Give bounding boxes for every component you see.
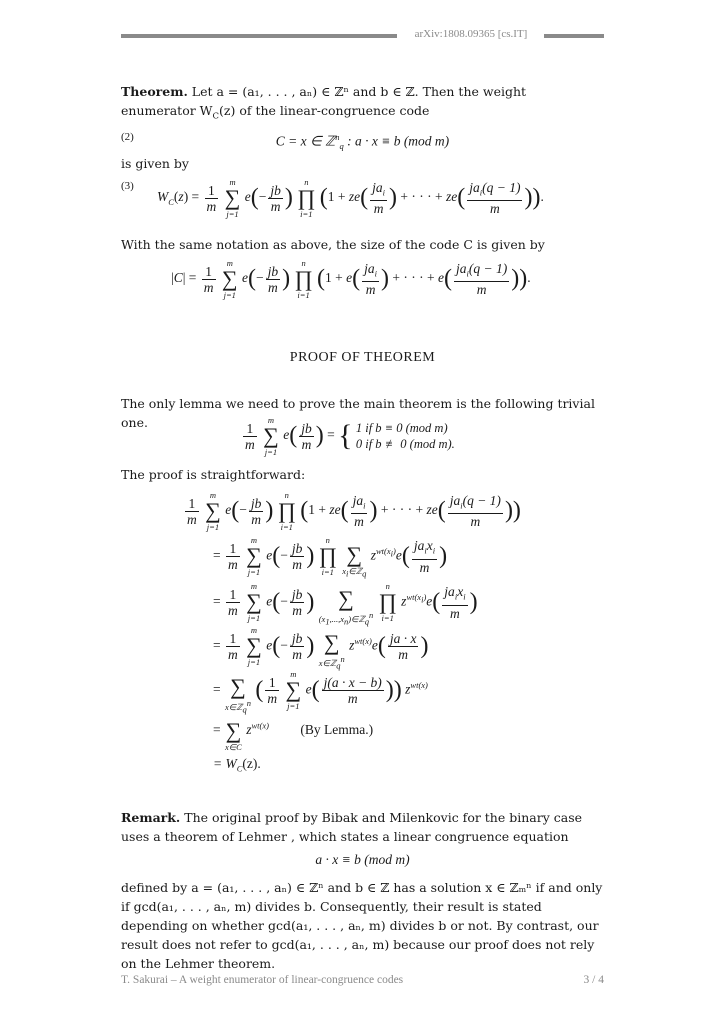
remark-equation: a · x ≡ b (mod m) (315, 852, 410, 867)
remark-paragraph-1 (121, 808, 604, 846)
proof-derivation (121, 490, 604, 778)
page-footer (121, 974, 604, 986)
remark-label: Remark. (121, 810, 181, 825)
derivation-line-6: = ∑ x∈C $z^{wt(x)}$ (By Lemma.) (213, 718, 374, 752)
proof-section-title: PROOF OF THEOREM (289, 350, 436, 365)
final-result-tail: (z). (242, 756, 261, 771)
final-result: = W (213, 756, 237, 771)
equation-2 (121, 128, 604, 154)
theorem-intro-sub: C (212, 111, 220, 122)
theorem-label: Theorem. (121, 84, 188, 99)
arxiv-id: arXiv:1808.09365 [cs.IT] (414, 28, 528, 40)
equation-3: (3) $W_C(z)$ = $\frac{1}{m}$ m ∑ j=1 e(− $\frac{jb}{m}$ ) n ∏ i=1 (1 + ze( $\frac{ja_i}{m}$ ) + · · · + ze( $\frac{ja_i(q - 1)}{m}$ )). (121, 177, 544, 219)
lemma-equation: $\frac{1}{m}$ m ∑ j=1 e( $\frac{jb}{m}$ ) = { 1 if b ≡ 0 (mod m) 0 if b ≢ 0 (mod m). (245, 415, 455, 457)
derivation-line-7 (183, 754, 604, 778)
theorem-statement (121, 82, 604, 120)
footer-title: T. Sakurai – A weight enumerator of linear-congruence codes (121, 974, 404, 986)
remark-paragraph-2: defined by a = (a₁, . . . , aₙ) ∈ ℤⁿ and b ∈ ℤ has a solution x ∈ ℤₘⁿ if and only if gcd(a₁, . . . , aₙ, m) divides b. Consequently, their result is stated depending on whether gcd(a₁, . . . , aₙ, m) divides b or not. By contrast, our result does not refer to gcd(a₁, . . . , aₙ, m) because our proof does not rely on the Lehmer theorem. (121, 880, 603, 971)
final-result-sub: C (236, 763, 243, 774)
theorem-intro-tail: (z) of the linear-congruence code (219, 103, 430, 118)
derivation-line-1: $\frac{1}{m}$ m ∑ j=1 e(− $\frac{jb}{m}$ ) n ∏ i=1 (1 + ze( $\frac{ja_i}{m}$ ) + · · · + ze( $\frac{ja_i(q - 1)}{m}$ )) (187, 490, 521, 532)
theorem-intro: Let a = (a₁, . . . , aₙ) ∈ ℤⁿ and b ∈ ℤ. Then the weight enumerator W (121, 84, 527, 118)
lemma-case-2: 0 if b ≢ 0 (mod m). (355, 437, 455, 451)
header-rule-left (121, 34, 397, 38)
derivation-line-2: = $\frac{1}{m}$ m ∑ j=1 e(− $\frac{jb}{m}$ ) n ∏ i=1 ∑ $x_i\in ℤ_q$ $z^{wt(x_i)}e$( $\frac{ja_ix_i}{m}$ ) (213, 535, 448, 579)
equation-2-sup: n (335, 132, 340, 142)
same-notation-text: With the same notation as above, the size of the code C is given by (121, 237, 545, 252)
lemma-case-1: 1 if b ≡ 0 (mod m) (355, 421, 448, 435)
straightforward-text: The proof is straightforward: (121, 467, 306, 482)
remark-text-1: The original proof by Bibak and Milenkovic for the binary case uses a theorem of Lehmer , which states a linear congruence equation (121, 810, 583, 844)
equation-3-number: (3) (121, 180, 134, 192)
equation-size: |C| = $\frac{1}{m}$ m ∑ j=1 e(− $\frac{jb}{m}$ ) n ∏ i=1 (1 + e( $\frac{ja_i}{m}$ ) + · · · + e( $\frac{ja_i(q - 1)}{m}$ )). (171, 258, 531, 300)
lemma-intro-text: The only lemma we need to prove the main theorem is the following trivial one. (121, 396, 595, 430)
page-header (121, 28, 604, 46)
given-by-text: is given by (121, 156, 189, 171)
equation-2-number: (2) (121, 131, 134, 143)
equation-2-sub: q (339, 141, 344, 152)
equation-2-body: C = x ∈ ℤ (275, 133, 336, 149)
page-number: 3 / 4 (583, 974, 604, 986)
derivation-line-4: = $\frac{1}{m}$ m ∑ j=1 e(− $\frac{jb}{m}$ ) ∑ x∈ℤ$_q^n$ $z^{wt(x)}e$( $\frac{ja \cdot x}{m}$ ) (213, 625, 429, 671)
header-rule-right (544, 34, 604, 38)
main-content (121, 82, 604, 973)
by-lemma-note: (By Lemma.) (300, 722, 374, 738)
equation-2-tail: : a · x ≡ b (mod m) (343, 133, 450, 149)
derivation-line-3: = $\frac{1}{m}$ m ∑ j=1 e(− $\frac{jb}{m}$ ) ∑ $(x_1,...,x_n)\in ℤ_q^n$ n ∏ i=1 $z^{wt(x_i)}e$( $\frac{ja_ix_i}{m}$ ) (213, 581, 478, 627)
derivation-line-5: = ∑ x∈ℤ$_q^n$ ( $\frac{1}{m}$ m ∑ j=1 e( $\frac{j(a \cdot x - b)}{m}$ )) $z^{wt(x)}$ (213, 669, 428, 715)
